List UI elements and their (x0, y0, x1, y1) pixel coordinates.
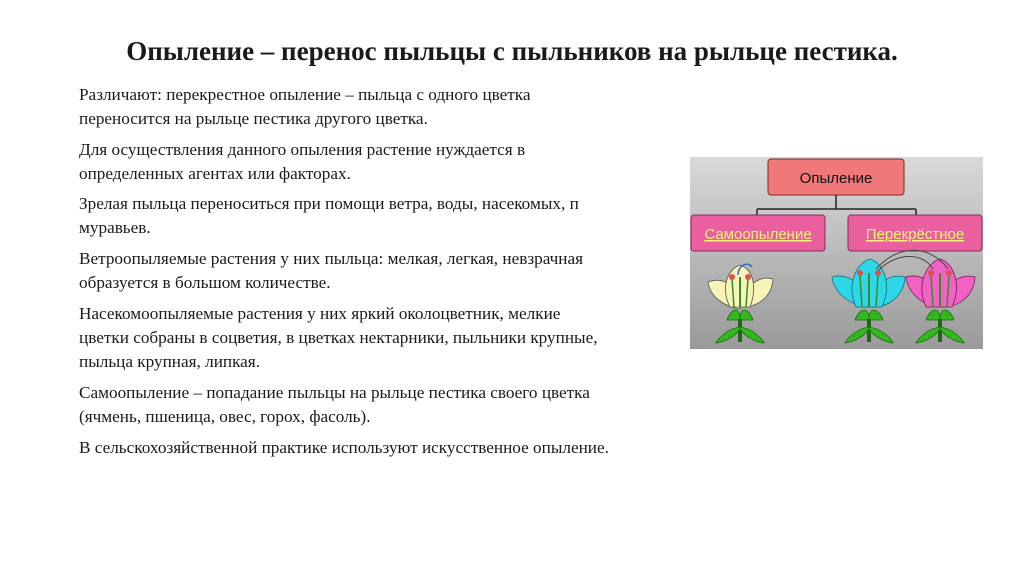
paragraph-line: Насекомоопыляемые растения у них яркий околоцветник, мелкие (79, 304, 561, 323)
self-pollination-label: Самоопыление (704, 226, 812, 243)
pollination-diagram-svg (690, 157, 983, 349)
pollination-diagram (690, 157, 983, 349)
paragraph-line: муравьев. (79, 218, 151, 237)
paragraph-pollen-transfer (79, 192, 729, 240)
paragraph-wind-pollinated (79, 247, 729, 295)
paragraph-agents (79, 138, 729, 186)
paragraph-line: Для осуществления данного опыления растение нуждается в (79, 140, 526, 159)
paragraph-insect-pollinated (79, 302, 729, 374)
paragraph-line: (ячмень, пшеница, овес, горох, фасоль). (79, 407, 371, 426)
paragraph-line: В сельскохозяйственной практике используют искусственное опыление. (79, 438, 609, 457)
paragraph-line: переносится на рыльце пестика другого цветка. (79, 109, 428, 128)
paragraph-line: образуется в большом количестве. (79, 273, 331, 292)
text-body (79, 83, 729, 467)
paragraph-artificial-pollination (79, 436, 729, 460)
paragraph-line: Зрелая пыльца переноситься при помощи ветра, воды, насекомых, п (79, 194, 579, 213)
paragraph-line: Ветроопыляемые растения у них пыльца: мелкая, легкая, невзрачная (79, 249, 584, 268)
paragraph-cross-pollination (79, 83, 729, 131)
slide-title: Опыление – перенос пыльцы с пыльников на рыльце пестика. (126, 36, 898, 66)
cross-pollination-label: Перекрёстное (865, 226, 965, 243)
root-node-label: Опыление (799, 170, 873, 187)
paragraph-line: Самоопыление – попадание пыльцы на рыльце пестика своего цветка (79, 383, 590, 402)
paragraph-line: Различают: перекрестное опыление – пыльца с одного цветка (79, 85, 531, 104)
paragraph-line: цветки собраны в соцветия, в цветках нектарники, пыльники крупные, (79, 328, 598, 347)
paragraph-line: определенных агентах или факторах. (79, 164, 351, 183)
paragraph-self-pollination (79, 381, 729, 429)
paragraph-line: пыльца крупная, липкая. (79, 352, 261, 371)
